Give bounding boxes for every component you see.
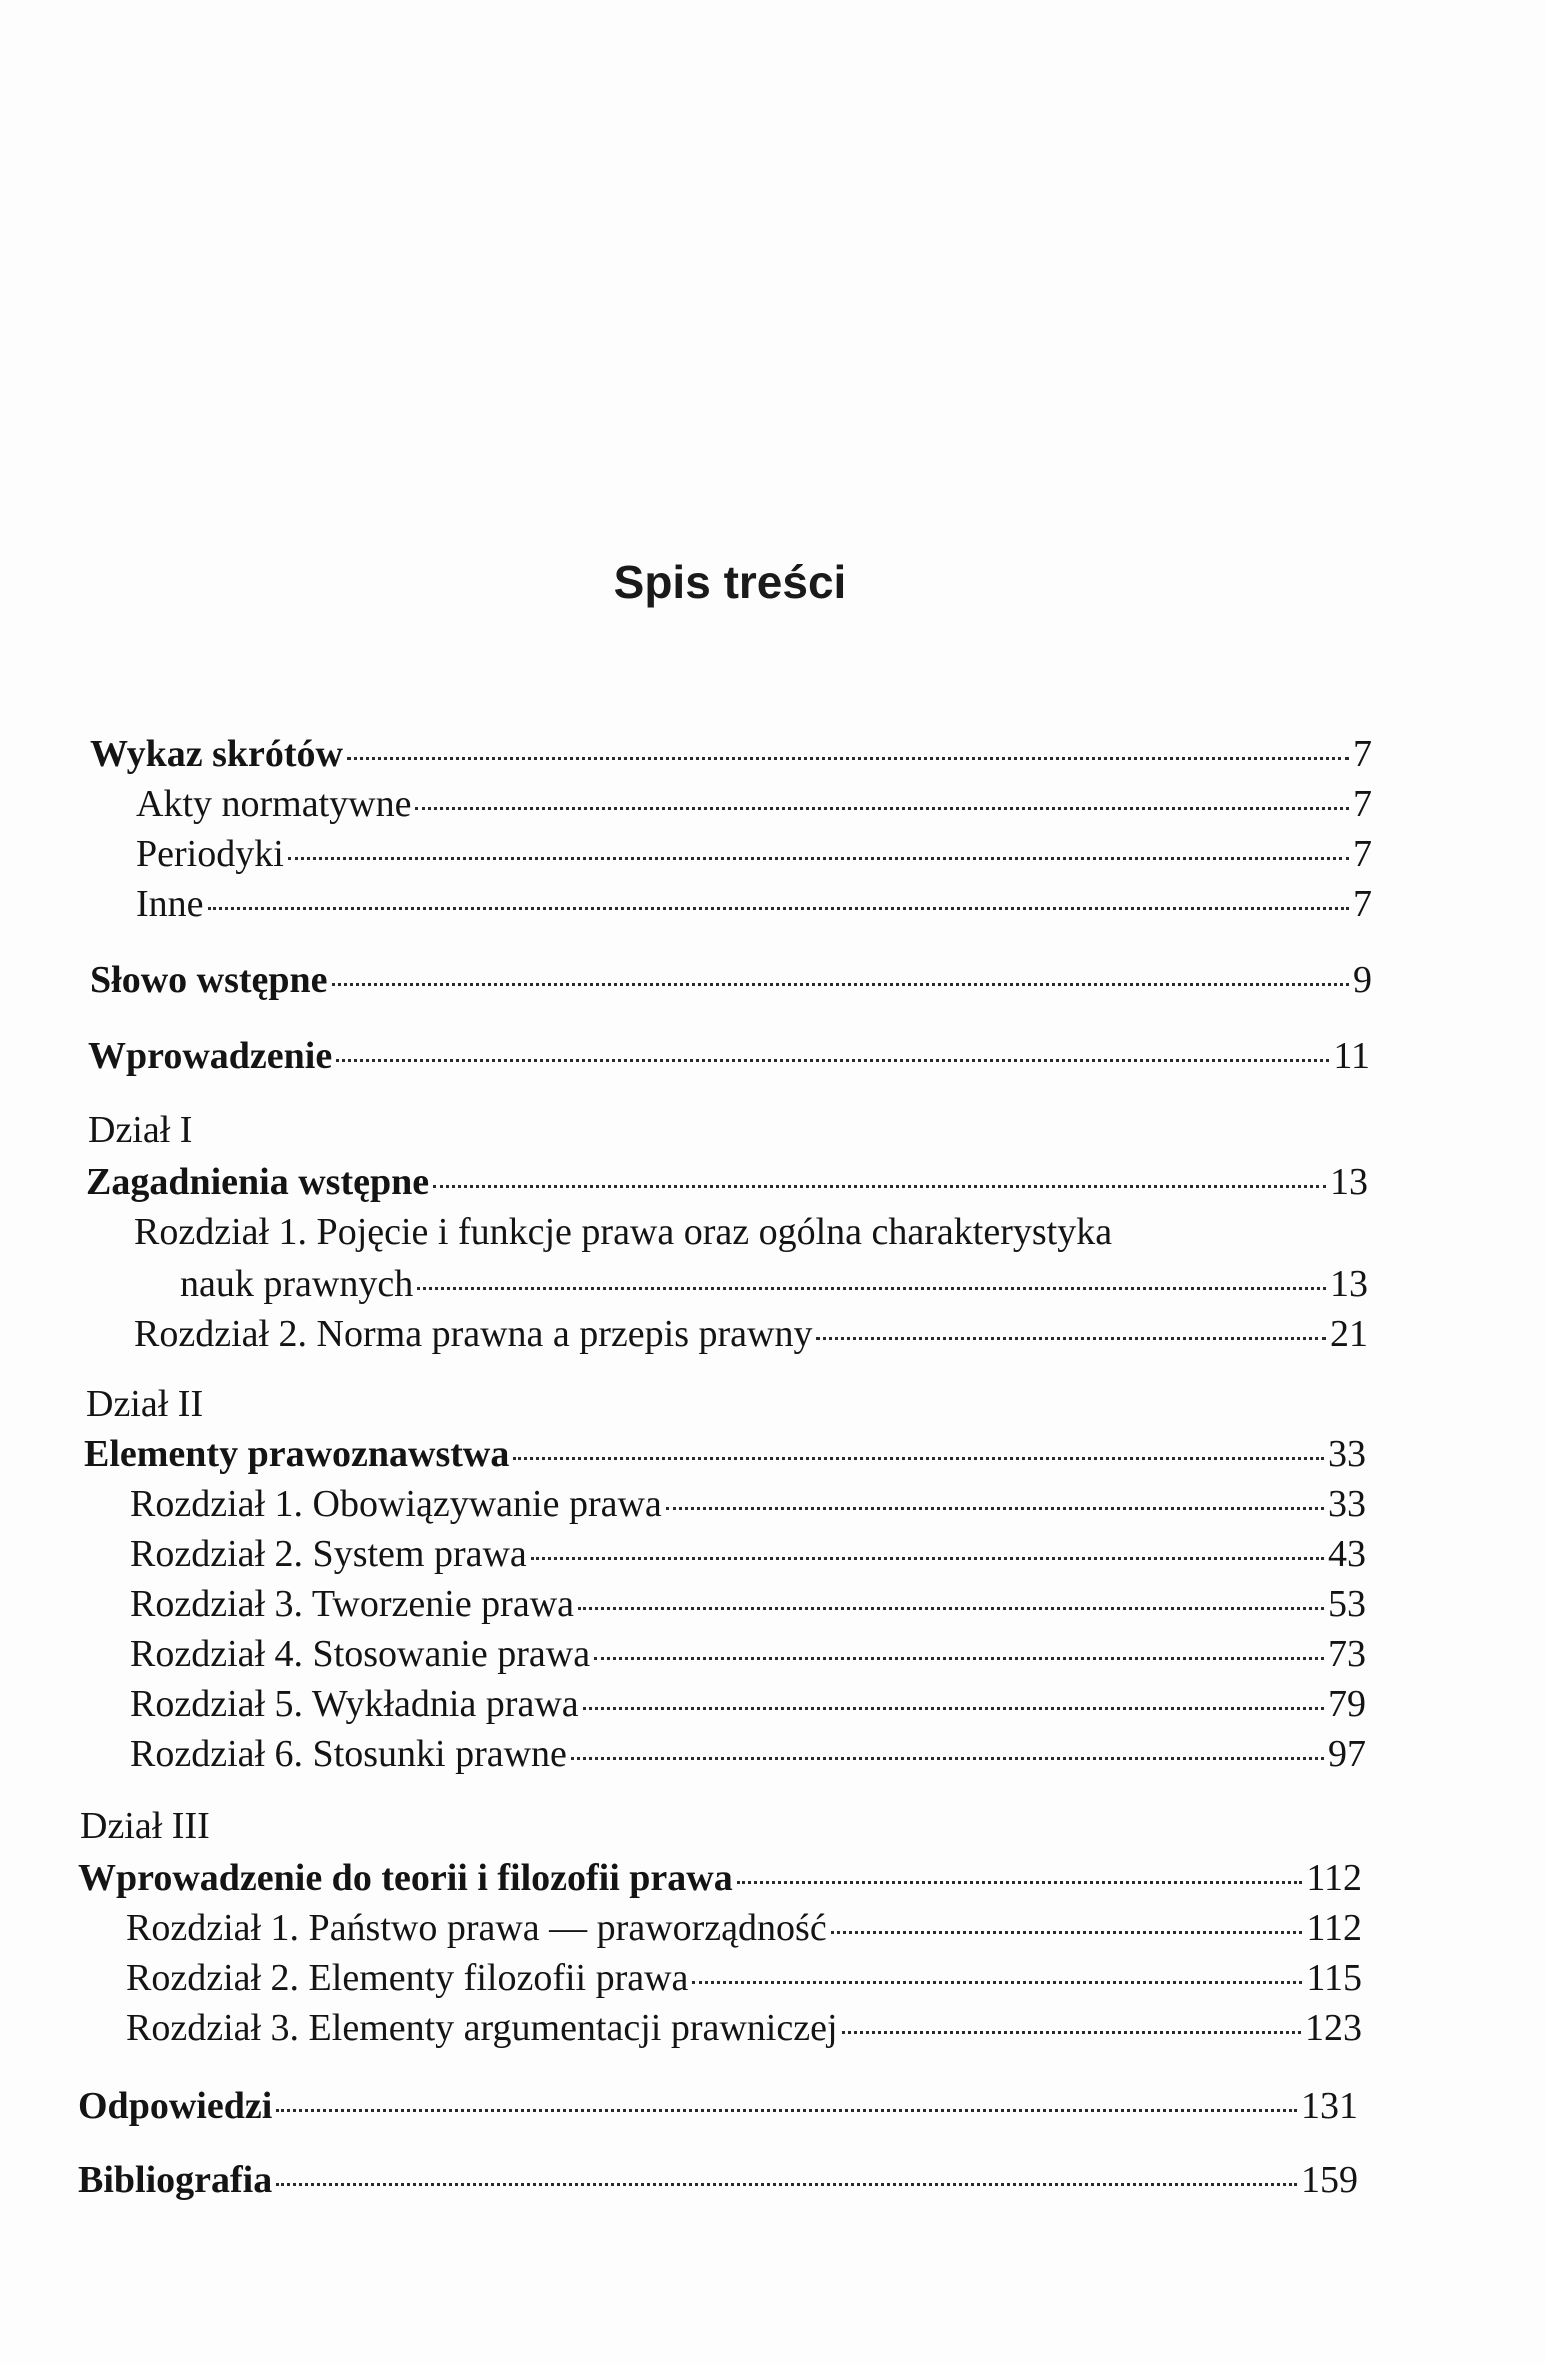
dot-leader bbox=[571, 1757, 1324, 1760]
toc-entry-page: 9 bbox=[1353, 959, 1372, 1001]
toc-entry-page: 123 bbox=[1305, 2007, 1362, 2049]
toc-entry-label: Wprowadzenie do teorii i filozofii prawa bbox=[78, 1857, 733, 1899]
dot-leader bbox=[583, 1707, 1324, 1710]
toc-entry-label: Elementy prawoznawstwa bbox=[84, 1433, 510, 1475]
dot-leader bbox=[816, 1337, 1326, 1340]
dot-leader bbox=[842, 2031, 1301, 2034]
dot-leader bbox=[336, 1059, 1329, 1062]
toc-entry-page: 112 bbox=[1306, 1857, 1362, 1899]
toc-entry-rozdzial-2-filozofia[interactable] bbox=[126, 1956, 1362, 2004]
dot-leader bbox=[513, 1457, 1324, 1460]
dot-leader bbox=[737, 1881, 1303, 1884]
dot-leader bbox=[594, 1657, 1324, 1660]
toc-entry-label: Rozdział 2. Elementy filozofii prawa bbox=[126, 1957, 689, 1999]
toc-entry-label: Rozdział 1. Państwo prawa — praworządność bbox=[126, 1907, 827, 1949]
toc-entry-page: 131 bbox=[1301, 2085, 1358, 2127]
toc-entry-inne[interactable] bbox=[136, 882, 1372, 930]
dot-leader bbox=[417, 1287, 1326, 1290]
dot-leader bbox=[288, 857, 1349, 860]
toc-entry-wprowadzenie[interactable] bbox=[88, 1034, 1370, 1082]
toc-entry-page: 159 bbox=[1301, 2159, 1358, 2201]
toc-entry-page: 7 bbox=[1353, 883, 1372, 925]
toc-entry-rozdzial-1-panstwo-prawa[interactable] bbox=[126, 1906, 1362, 1954]
dot-leader bbox=[208, 907, 1349, 910]
toc-entry-label: Rozdział 2. Norma prawna a przepis prawny bbox=[134, 1313, 813, 1355]
toc-entry-rozdzial-4-stosowanie[interactable] bbox=[130, 1632, 1366, 1680]
toc-entry-bibliografia[interactable] bbox=[78, 2158, 1358, 2206]
toc-entry-odpowiedzi[interactable] bbox=[78, 2084, 1358, 2132]
toc-entry-label: Rozdział 1. Obowiązywanie prawa bbox=[130, 1483, 662, 1525]
toc-entry-label: Zagadnienia wstępne bbox=[86, 1161, 430, 1203]
toc-entry-rozdzial-2-system[interactable] bbox=[130, 1532, 1366, 1580]
toc-entry-label: Rozdział 5. Wykładnia prawa bbox=[130, 1683, 579, 1725]
toc-entry-page: 7 bbox=[1353, 733, 1372, 775]
dot-leader bbox=[831, 1931, 1303, 1934]
toc-entry-page: 7 bbox=[1353, 833, 1372, 875]
toc-entry-periodyki[interactable] bbox=[136, 832, 1372, 880]
section-heading-dzial-3: Dział III bbox=[80, 1805, 210, 1847]
dot-leader bbox=[692, 1981, 1302, 1984]
toc-entry-label: Rozdział 3. Elementy argumentacji prawniczej bbox=[126, 2007, 838, 2049]
dot-leader bbox=[276, 2109, 1297, 2112]
toc-entry-rozdzial-2-norma[interactable] bbox=[134, 1312, 1368, 1360]
toc-entry-page: 43 bbox=[1328, 1533, 1366, 1575]
toc-entry-page: 21 bbox=[1330, 1313, 1368, 1355]
toc-entry-label: Inne bbox=[136, 883, 204, 925]
toc-entry-rozdzial-3-tworzenie[interactable] bbox=[130, 1582, 1366, 1630]
section-heading-dzial-2: Dział II bbox=[86, 1383, 204, 1425]
toc-entry-label: Słowo wstępne bbox=[90, 959, 328, 1001]
toc-entry-rozdzial-1-line-1[interactable]: Rozdział 1. Pojęcie i funkcje prawa oraz ogólna charakterystyka bbox=[134, 1211, 1113, 1253]
toc-entry-wykaz-skrotow[interactable] bbox=[90, 732, 1372, 780]
dot-leader bbox=[666, 1507, 1324, 1510]
toc-entry-label: Rozdział 2. System prawa bbox=[130, 1533, 527, 1575]
toc-entry-page: 112 bbox=[1306, 1907, 1362, 1949]
toc-entry-label: Akty normatywne bbox=[136, 783, 412, 825]
toc-entry-label: Bibliografia bbox=[78, 2159, 273, 2201]
dot-leader bbox=[347, 757, 1349, 760]
dot-leader bbox=[276, 2183, 1297, 2186]
toc-entry-label: Wykaz skrótów bbox=[90, 733, 343, 775]
toc-entry-elementy-prawoznawstwa[interactable] bbox=[84, 1432, 1366, 1480]
toc-entry-page: 97 bbox=[1328, 1733, 1366, 1775]
toc-entry-label: Rozdział 3. Tworzenie prawa bbox=[130, 1583, 575, 1625]
toc-entry-page: 11 bbox=[1333, 1035, 1370, 1077]
toc-entry-label: Periodyki bbox=[136, 833, 284, 875]
toc-entry-page: 115 bbox=[1306, 1957, 1362, 1999]
dot-leader bbox=[332, 983, 1349, 986]
toc-entry-page: 7 bbox=[1353, 783, 1372, 825]
toc-entry-rozdzial-6-stosunki[interactable] bbox=[130, 1732, 1366, 1780]
dot-leader bbox=[531, 1557, 1324, 1560]
dot-leader bbox=[415, 807, 1349, 810]
section-heading-dzial-1: Dział I bbox=[88, 1109, 193, 1151]
toc-entry-wprowadzenie-do-teorii[interactable] bbox=[78, 1856, 1362, 1904]
toc-entry-label: nauk prawnych bbox=[180, 1263, 414, 1305]
dot-leader bbox=[433, 1185, 1326, 1188]
toc-entry-page: 79 bbox=[1328, 1683, 1366, 1725]
toc-entry-label: Odpowiedzi bbox=[78, 2085, 273, 2127]
toc-entry-page: 53 bbox=[1328, 1583, 1366, 1625]
toc-entry-label: Rozdział 4. Stosowanie prawa bbox=[130, 1633, 591, 1675]
toc-entry-rozdzial-3-argumentacja[interactable] bbox=[126, 2006, 1362, 2054]
toc-entry-rozdzial-1-obowiazywanie[interactable] bbox=[130, 1482, 1366, 1530]
dot-leader bbox=[578, 1607, 1324, 1610]
toc-entry-zagadnienia-wstepne[interactable] bbox=[86, 1160, 1368, 1208]
toc-entry-rozdzial-5-wykladnia[interactable] bbox=[130, 1682, 1366, 1730]
toc-entry-label: Wprowadzenie bbox=[88, 1035, 333, 1077]
toc-entry-page: 33 bbox=[1328, 1483, 1366, 1525]
toc-entry-page: 13 bbox=[1330, 1161, 1368, 1203]
toc-entry-label: Rozdział 6. Stosunki prawne bbox=[130, 1733, 567, 1775]
page-title: Spis treści bbox=[613, 556, 847, 608]
toc-entry-slowo-wstepne[interactable] bbox=[90, 958, 1372, 1006]
toc-entry-page: 73 bbox=[1328, 1633, 1366, 1675]
toc-entry-page: 13 bbox=[1330, 1263, 1368, 1305]
toc-entry-rozdzial-1-line-2[interactable] bbox=[180, 1262, 1368, 1310]
toc-entry-page: 33 bbox=[1328, 1433, 1366, 1475]
toc-entry-akty-normatywne[interactable] bbox=[136, 782, 1372, 830]
